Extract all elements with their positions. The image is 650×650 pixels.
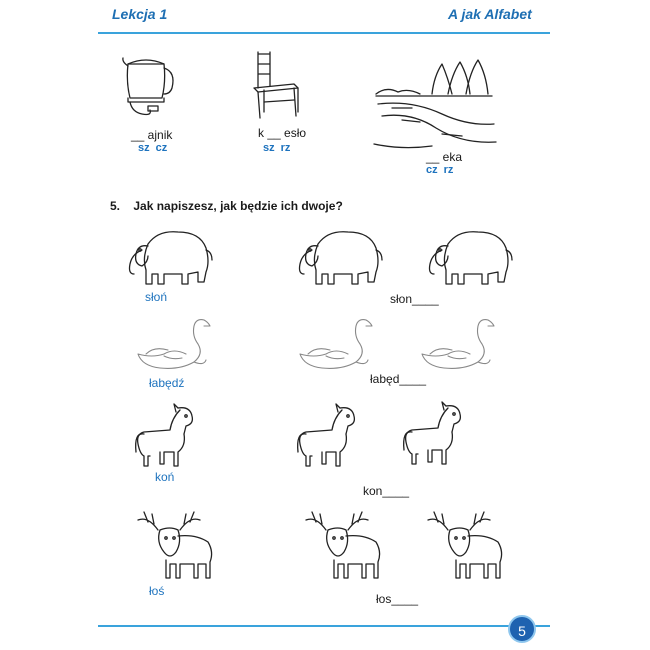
word-river: __ eka: [426, 150, 463, 164]
footer-rule: [98, 625, 550, 627]
horse-icon: [402, 402, 468, 472]
options-kettle: [138, 142, 173, 154]
option: sz: [138, 142, 150, 154]
book-title: A jak Alfabet: [448, 6, 532, 22]
moose-icon: [128, 508, 218, 582]
swan-icon: [296, 314, 376, 374]
plural-blank: słon____: [390, 292, 439, 306]
chair-icon: [250, 50, 302, 120]
exercise-text: Jak napiszesz, jak będzie ich dwoje?: [133, 199, 343, 213]
word-kettle: __ ajnik: [131, 128, 173, 142]
swan-icon: [134, 314, 214, 374]
kettle-icon: [120, 52, 180, 120]
option: cz: [155, 142, 168, 154]
options-river: [426, 164, 459, 176]
singular-word: łabędź: [149, 376, 185, 390]
elephant-icon: [298, 224, 388, 288]
singular-word: łoś: [149, 584, 165, 598]
horse-icon: [296, 404, 362, 474]
option: sz: [263, 142, 275, 154]
horse-icon: [134, 404, 200, 474]
option: rz: [443, 164, 454, 176]
option: cz: [426, 164, 438, 176]
elephant-icon: [428, 224, 518, 288]
exercise-number: 5.: [110, 199, 121, 213]
moose-icon: [296, 508, 386, 582]
header-rule: [98, 32, 550, 34]
page-number-badge: 5: [508, 615, 536, 643]
moose-icon: [418, 508, 508, 582]
word-chair: k __ esło: [258, 126, 307, 140]
river-landscape-icon: [372, 54, 502, 154]
plural-blank: kon____: [363, 484, 410, 498]
swan-icon: [418, 314, 498, 374]
singular-word: słoń: [145, 290, 168, 304]
option: rz: [280, 142, 291, 154]
plural-blank: łos____: [376, 592, 419, 606]
singular-word: koń: [155, 470, 175, 484]
elephant-icon: [128, 224, 218, 288]
lesson-title: Lekcja 1: [112, 6, 168, 22]
plural-blank: łabęd____: [370, 372, 427, 386]
exercise-question: [110, 199, 343, 213]
options-chair: [263, 142, 296, 154]
